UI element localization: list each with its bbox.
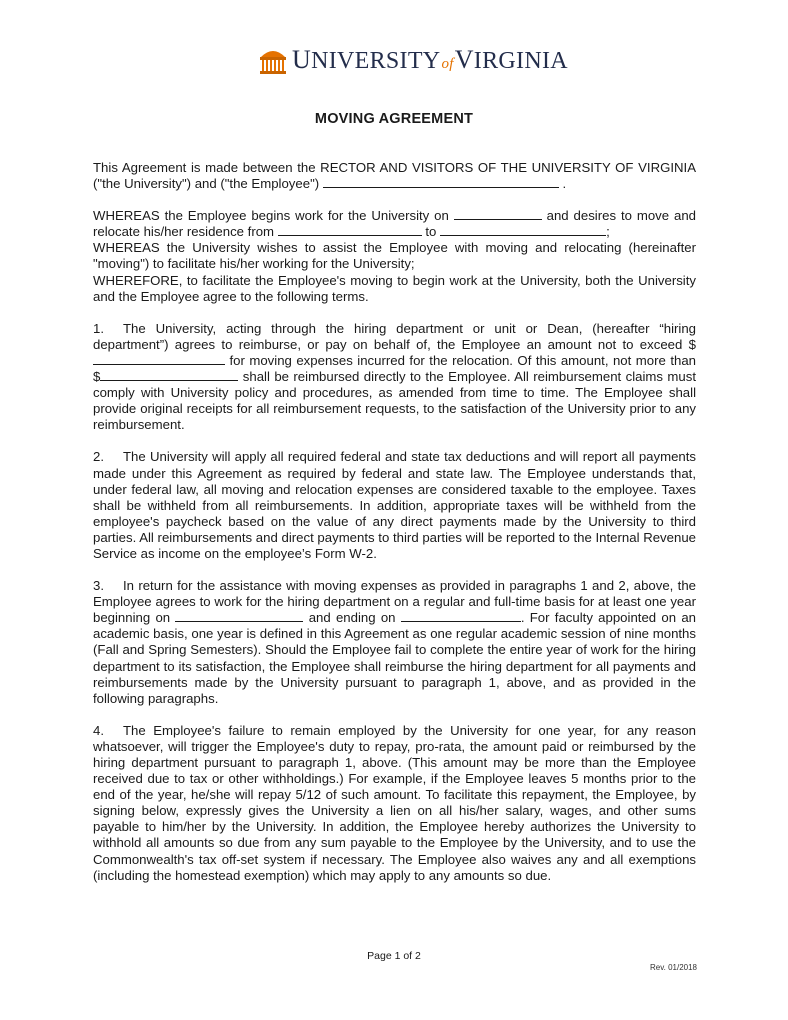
paragraph-number: 1.	[93, 320, 104, 336]
whereas-paragraph-2: WHEREAS the University wishes to assist the Employee with moving and relocating (hereinafter "moving") to facilitate his/her working for the University;	[93, 240, 696, 272]
paragraph-3-text-c: . For faculty appointed on an academic basis, one year is defined in this Agreement as one regular academic session of nine months (Fall and Spring Semesters). Should the Employee fail to complete the entire year of work for the hiring department to its satisfaction, the Employee shall reimburse the hiring department for all payments and reimbursements made by the University pursuant to paragraph 1, above, and as provided in the following paragraphs.	[93, 610, 696, 706]
document-body	[93, 160, 696, 884]
paragraph-1-text-a: The University, acting through the hiring department or unit or Dean, (hereafter “hiring department”) agrees to reimburse, or pay on behalf of, the Employee an amount not to exceed	[93, 320, 696, 352]
paragraph-2	[93, 449, 696, 562]
logo-v: V	[454, 45, 474, 74]
paragraph-1-text-b: for moving expenses incurred for the relocation. Of this amount, not more than	[229, 352, 696, 368]
whereas1-text-b: and desires to move and relocate his/her residence from	[93, 208, 696, 240]
logo-u: U	[292, 45, 312, 74]
max-amount-blank[interactable]	[93, 353, 225, 365]
paragraph-4	[93, 723, 696, 884]
whereas1-text-a: WHEREAS the Employee begins work for the University on	[93, 208, 449, 224]
revision-label: Rev. 01/2018	[650, 963, 697, 972]
direct-amount-blank[interactable]	[100, 369, 238, 381]
rotunda-icon	[258, 45, 288, 75]
wherefore-paragraph: WHEREFORE, to facilitate the Employee's moving to begin work at the University, both the University and the Employee agree to the following terms.	[93, 272, 696, 304]
intro-period: .	[562, 176, 567, 192]
employee-name-blank[interactable]	[323, 176, 559, 188]
to-location-blank[interactable]	[440, 224, 606, 236]
paragraph-3-text-a: In return for the assistance with moving expenses as provided in paragraphs 1 and 2, above, the Employee agrees to work for the hiring department on a regular and full-time basis for at least one year beginning on	[93, 578, 696, 626]
currency-symbol: $	[688, 336, 696, 352]
paragraph-2-text: The University will apply all required federal and state tax deductions and will report all payments made under this Agreement as required by federal and state law. The Employee understands that, under federal law, all moving and relocation expenses are considered taxable to the employee. Taxes shall be withheld from all reimbursements. In addition, appropriate taxes will be withheld from the employee's paycheck based on the value of any direct payments made by the University to third parties. All reimbursements and direct payments to third parties will be reported to the Internal Revenue Service as income on the employee’s Form W-2.	[93, 449, 696, 561]
logo-niversity: NIVERSITY	[311, 48, 441, 74]
logo-of: of	[441, 56, 454, 72]
page-number: Page 1 of 2	[367, 950, 421, 962]
paragraph-4-text: The Employee's failure to remain employed by the University for one year, for any reason whatsoever, will trigger the Employee's duty to repay, pro-rata, the amount paid or reimbursed by the hiring department pursuant to paragraph 1, above. (This amount may be more than the Employee received due to tax or other withholdings.) For example, if the Employee leaves 5 months prior to the end of the year, he/she will repay 5/12 of such amount. To facilitate this repayment, the Employee, by signing below, expressly gives the University a lien on all his/her salary, wages, and other sums payable to him/her by the University. In addition, the Employee hereby authorizes the University to withhold all amounts so due from any sum payable to the Employee by the University, and to use the Commonwealth's tax off-set system if necessary. The Employee also waives any and all exemptions (including the homestead exemption) which may apply to any amounts so due.	[93, 722, 696, 883]
university-logo	[258, 44, 568, 76]
start-date-blank[interactable]	[454, 208, 542, 220]
paragraph-number: 4.	[93, 722, 104, 738]
paragraph-3	[93, 578, 696, 707]
document-title: MOVING AGREEMENT	[314, 111, 474, 127]
currency-symbol: $	[93, 369, 101, 385]
logo-irginia: IRGINIA	[473, 48, 568, 74]
whereas-paragraph-1	[93, 208, 696, 240]
logo-wordmark	[292, 45, 568, 75]
paragraph-3-text-b: and ending on	[308, 610, 396, 626]
begin-date-blank[interactable]	[175, 610, 303, 622]
intro-paragraph	[93, 160, 696, 192]
paragraph-1-text-c: shall be reimbursed directly to the Employee. All reimbursement claims must comply with University policy and procedures, as amended from time to time. The Employee shall provide original receipts for all reimbursement requests, to the satisfaction of the University prior to any reimbursement.	[93, 369, 696, 433]
intro-text: This Agreement is made between the RECTOR AND VISITORS OF THE UNIVERSITY OF VIRGINIA ("the University") and ("the Employee")	[93, 160, 696, 192]
whereas1-text-c: to	[425, 224, 437, 240]
paragraph-number: 3.	[93, 578, 104, 594]
whereas1-semicolon: ;	[606, 224, 610, 240]
end-date-blank[interactable]	[401, 610, 521, 622]
from-location-blank[interactable]	[278, 224, 422, 236]
paragraph-number: 2.	[93, 449, 104, 465]
paragraph-1	[93, 321, 696, 434]
